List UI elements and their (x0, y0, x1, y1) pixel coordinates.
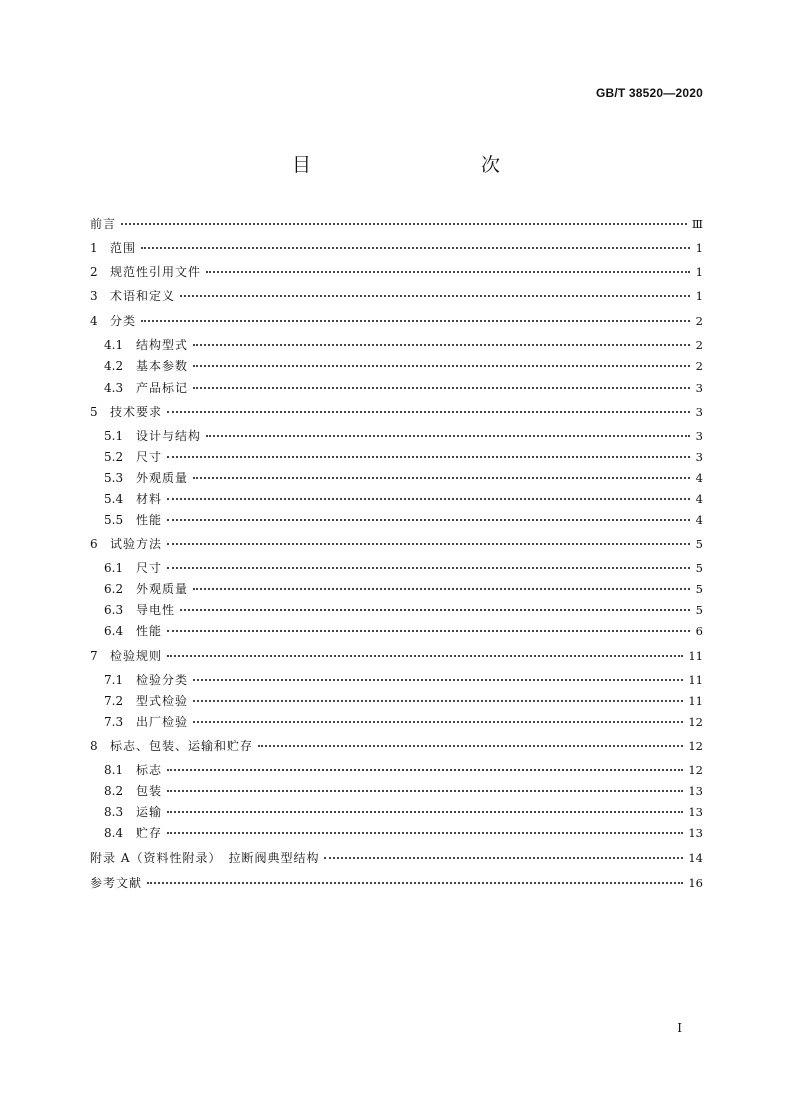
toc-entry-label: 设计与结构 (136, 429, 202, 443)
toc-entry-number: 6.1 (104, 561, 124, 575)
toc-entry[interactable] (90, 404, 703, 420)
toc-leader-dots (167, 488, 690, 500)
toc-leader-dots (167, 446, 690, 458)
toc-leader-dots (193, 578, 690, 590)
toc-leader-dots (141, 310, 690, 322)
toc-entry-page: 3 (695, 405, 703, 419)
toc-entry-page: 13 (688, 805, 703, 819)
toc-entry-page: 5 (695, 603, 703, 617)
toc-leader-dots (193, 690, 683, 702)
toc-entry[interactable] (90, 738, 703, 754)
toc-entry-number: 8.4 (104, 826, 124, 840)
toc-entry-number: 2 (90, 265, 98, 279)
toc-entry-number: 4.1 (104, 338, 124, 352)
toc-leader-dots (193, 334, 690, 346)
toc-entry-page: 4 (695, 471, 703, 485)
toc-leader-dots (206, 261, 690, 273)
toc-entry-label: 包装 (136, 784, 163, 798)
toc-entry[interactable] (90, 581, 703, 597)
toc-entry-label: 贮存 (136, 826, 163, 840)
toc-leader-dots (167, 759, 683, 771)
toc-entry[interactable] (90, 358, 703, 374)
toc-entry[interactable] (90, 491, 703, 507)
toc-entry[interactable] (90, 825, 703, 841)
toc-entry-page: 3 (695, 381, 703, 395)
toc-leader-dots (193, 377, 690, 389)
toc-entry[interactable] (90, 380, 703, 396)
toc-entry[interactable] (90, 264, 703, 280)
toc-leader-dots (193, 355, 690, 367)
toc-leader-dots (258, 735, 683, 747)
toc-entry-label: 范围 (110, 241, 137, 255)
toc-entry-page: 11 (688, 673, 703, 687)
toc-entry-label: 分类 (110, 314, 137, 328)
toc-entry-label: 术语和定义 (110, 289, 176, 303)
toc-entry-number: 8 (90, 739, 98, 753)
toc-entry-number: 6.4 (104, 624, 124, 638)
toc-leader-dots (193, 711, 683, 723)
toc-entry-page: 11 (688, 694, 703, 708)
toc-entry-page: 3 (695, 429, 703, 443)
toc-entry-number: 7.2 (104, 694, 124, 708)
toc-entry-number: 7.1 (104, 673, 124, 687)
toc-entry[interactable] (90, 648, 703, 664)
toc-leader-dots (167, 401, 690, 413)
toc-leader-dots (141, 237, 690, 249)
toc-entry-label: 材料 (136, 492, 163, 506)
toc-entry-label: 检验规则 (110, 649, 163, 663)
toc-entry-label: 参考文献 (90, 876, 143, 890)
toc-leader-dots (206, 425, 690, 437)
toc-entry-page: 11 (688, 649, 703, 663)
toc-entry-number: 4 (90, 314, 98, 328)
toc-entry-label: 前言 (90, 217, 117, 231)
toc-entry-label: 外观质量 (136, 471, 189, 485)
toc-entry[interactable] (90, 602, 703, 618)
toc-leader-dots (180, 285, 690, 297)
toc-entry[interactable] (90, 623, 703, 639)
toc-entry[interactable] (90, 449, 703, 465)
toc-entry[interactable] (90, 672, 703, 688)
toc-entry-label: 检验分类 (136, 673, 189, 687)
toc-entry-label: 基本参数 (136, 359, 189, 373)
toc-entry-label: 运输 (136, 805, 163, 819)
toc-entry[interactable] (90, 714, 703, 730)
toc-entry[interactable] (90, 560, 703, 576)
toc-entry[interactable] (90, 804, 703, 820)
toc-entry[interactable] (90, 428, 703, 444)
toc-entry[interactable] (90, 240, 703, 256)
toc-entry-page: 1 (695, 289, 703, 303)
toc-entry-page: 14 (688, 851, 703, 865)
toc-entry-number: 7.3 (104, 715, 124, 729)
toc-entry-page: Ⅲ (691, 217, 703, 231)
toc-leader-dots (167, 557, 690, 569)
toc-entry-label: 标志、包装、运输和贮存 (110, 739, 254, 753)
toc-leader-dots (167, 533, 690, 545)
toc-entry-label: 产品标记 (136, 381, 189, 395)
toc-entry-page: 1 (695, 241, 703, 255)
toc-entry-label: 导电性 (136, 603, 176, 617)
toc-title: 目 次 (291, 154, 544, 176)
toc-entry-page: 12 (688, 763, 703, 777)
toc-entry-page: 6 (695, 624, 703, 638)
toc-entry-page: 4 (695, 513, 703, 527)
toc-entry-number: 1 (90, 241, 98, 255)
toc-entry-number: 6.3 (104, 603, 124, 617)
toc-entry-number: 5.1 (104, 429, 124, 443)
toc-entry-page: 12 (688, 739, 703, 753)
toc-entry-label: 试验方法 (110, 537, 163, 551)
toc-entry-label: 外观质量 (136, 582, 189, 596)
toc-entry-number: 5.5 (104, 513, 124, 527)
toc-entry-number: 7 (90, 649, 98, 663)
toc-entry-number: 8.3 (104, 805, 124, 819)
toc-entry-label: 性能 (136, 624, 163, 638)
toc-entry-label: 性能 (136, 513, 163, 527)
toc-entry-number: 5 (90, 405, 98, 419)
toc-entry-page: 12 (688, 715, 703, 729)
toc-entry-page: 5 (695, 561, 703, 575)
toc-entry-number: 8.2 (104, 784, 124, 798)
toc-entry-number: 5.2 (104, 450, 124, 464)
toc-entry-page: 5 (695, 582, 703, 596)
toc-entry-page: 16 (688, 876, 703, 890)
toc-entry-page: 13 (688, 784, 703, 798)
toc-leader-dots (180, 599, 690, 611)
toc-leader-dots (324, 847, 683, 859)
toc-entry-number: 6 (90, 537, 98, 551)
toc-entry-number: 3 (90, 289, 98, 303)
toc-entry[interactable] (90, 783, 703, 799)
toc-entry[interactable] (90, 288, 703, 304)
toc-leader-dots (167, 509, 690, 521)
toc-entry[interactable] (90, 337, 703, 353)
toc-entry-number: 5.4 (104, 492, 124, 506)
toc-entry-label: 技术要求 (110, 405, 163, 419)
toc-entry[interactable] (90, 693, 703, 709)
toc-entry[interactable] (90, 216, 703, 232)
toc-entry[interactable] (90, 850, 703, 866)
toc-leader-dots (167, 780, 683, 792)
toc-entry-page: 2 (695, 314, 703, 328)
toc-entry-label: 出厂检验 (136, 715, 189, 729)
toc-entry[interactable] (90, 470, 703, 486)
toc-leader-dots (147, 872, 683, 884)
toc-entry-label: 附录 A（资料性附录） 拉断阀典型结构 (90, 851, 320, 865)
toc-leader-dots (121, 213, 687, 225)
toc-entry-page: 3 (695, 450, 703, 464)
toc-entry-number: 5.3 (104, 471, 124, 485)
page-number: I (677, 1021, 682, 1035)
toc-entry-number: 6.2 (104, 582, 124, 596)
toc-entry-number: 4.3 (104, 381, 124, 395)
standard-number: GB/T 38520—2020 (595, 86, 703, 100)
toc-entry-label: 尺寸 (136, 450, 163, 464)
toc-entry-page: 13 (688, 826, 703, 840)
toc-entry-label: 规范性引用文件 (110, 265, 202, 279)
toc-entry-label: 标志 (136, 763, 163, 777)
toc-entry[interactable] (90, 512, 703, 528)
toc-entry[interactable] (90, 875, 703, 891)
toc-entry-label: 尺寸 (136, 561, 163, 575)
toc-entry[interactable] (90, 536, 703, 552)
toc-entry-page: 4 (695, 492, 703, 506)
toc-entry-page: 1 (695, 265, 703, 279)
toc-leader-dots (167, 801, 683, 813)
toc-entry[interactable] (90, 762, 703, 778)
toc-entry-number: 4.2 (104, 359, 124, 373)
toc-entry-label: 型式检验 (136, 694, 189, 708)
toc-entry-label: 结构型式 (136, 338, 189, 352)
toc-leader-dots (167, 645, 683, 657)
toc-entry-page: 2 (695, 338, 703, 352)
toc-leader-dots (167, 822, 683, 834)
toc-entry[interactable] (90, 313, 703, 329)
toc-entry-number: 8.1 (104, 763, 124, 777)
toc-leader-dots (193, 669, 683, 681)
toc-entry-page: 5 (695, 537, 703, 551)
toc-leader-dots (167, 620, 690, 632)
toc-leader-dots (193, 467, 690, 479)
toc-entry-page: 2 (695, 359, 703, 373)
